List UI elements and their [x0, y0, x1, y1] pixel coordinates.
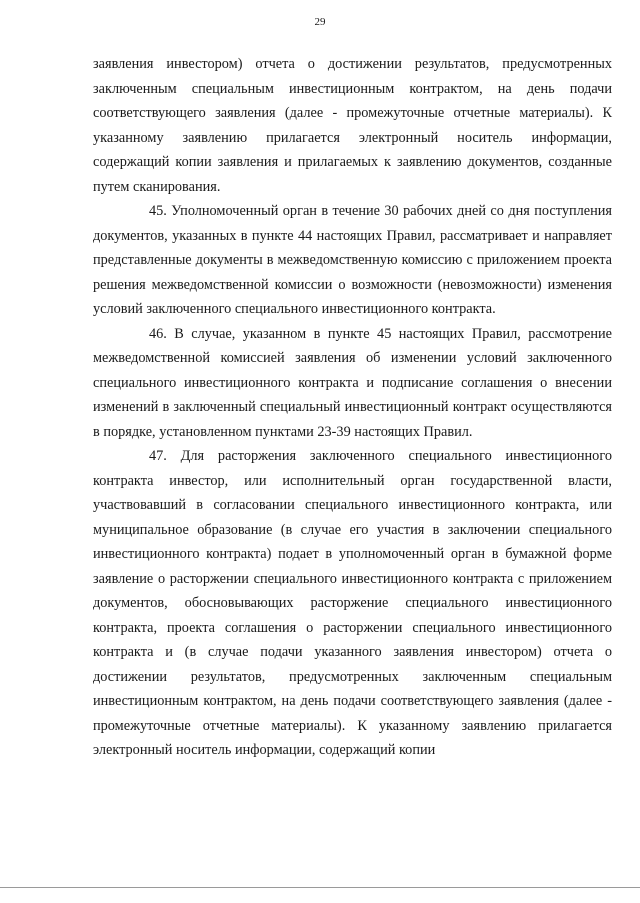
page-number: 29 — [314, 16, 326, 28]
paragraph-item-47: 47. Для расторжения заключенного специального инвестиционного контракта инвестор, или исполнительный орган государственной власти, участвовавший в согласовании специального инвестиционного контракта, или муниципальное образование (в случае его участия в заключении специального инвестиционного контракта) подает в уполномоченный орган в бумажной форме заявление о расторжении специального инвестиционного контракта с приложением документов, обосновывающих расторжение специального инвестиционного контракта, проекта соглашения о расторжении специального инвестиционного контракта и (в случае подачи указанного заявления инвестором) отчета о достижении результатов, предусмотренных заключенным специальным инвестиционным контрактом, на день подачи соответствующего заявления (далее - промежуточные отчетные материалы). К указанному заявлению прилагается электронный носитель информации, содержащий копии — [93, 448, 612, 758]
page-bottom-rule — [0, 887, 640, 888]
paragraph-continuation: заявления инвестором) отчета о достижении результатов, предусмотренных заключенным специальным инвестиционным контрактом, на день подачи соответствующего заявления (далее - промежуточные отчетные материалы). К указанному заявлению прилагается электронный носитель информации, содержащий копии заявления и прилагаемых к заявлению документов, созданные путем сканирования. — [93, 56, 612, 195]
document-body — [93, 52, 612, 763]
paragraph-item-46: 46. В случае, указанном в пункте 45 настоящих Правил, рассмотрение межведомственной комиссией заявления об изменении условий заключенного специального инвестиционного контракта и подписание соглашения о внесении изменений в заключенный специальный инвестиционный контракт осуществляются в порядке, установленном пунктами 23-39 настоящих Правил. — [93, 325, 612, 440]
paragraph-item-45: 45. Уполномоченный орган в течение 30 рабочих дней со дня поступления документов, указанных в пункте 44 настоящих Правил, рассматривает и направляет представленные документы в межведомственную комиссию с приложением проекта решения межведомственной комиссии о возможности (невозможности) изменения условий заключенного специального инвестиционного контракта. — [93, 203, 612, 317]
